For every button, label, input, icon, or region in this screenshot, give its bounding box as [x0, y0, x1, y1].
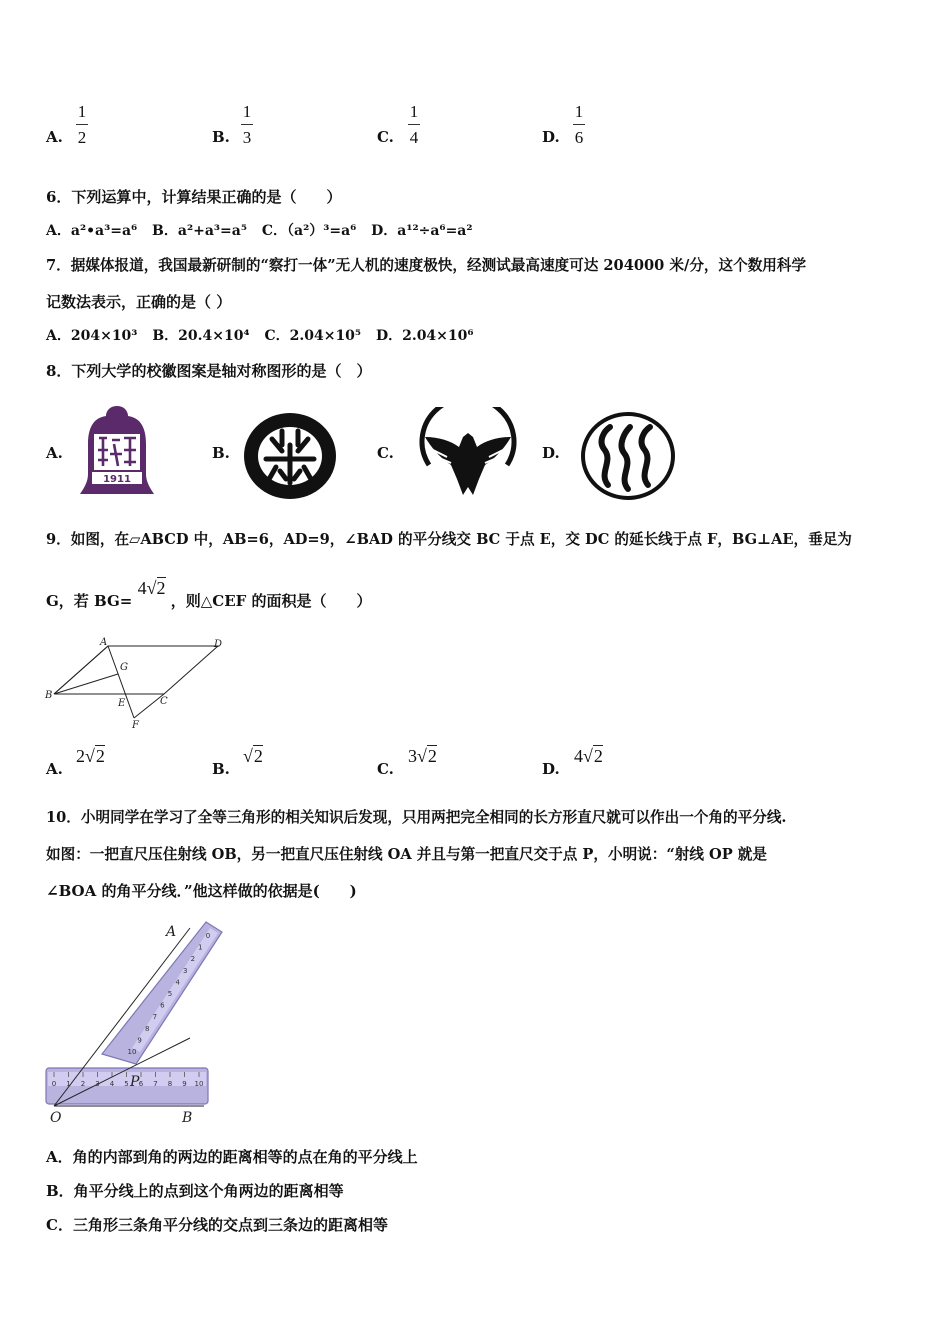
radical-coefficient: 2: [76, 746, 85, 766]
peking-emblem: [244, 413, 336, 499]
q5-option-b-fraction: [241, 102, 253, 147]
q8-option-a-label: A.: [46, 444, 63, 462]
label-e: E: [118, 698, 126, 709]
q9-stem-pre: G，若 BG=: [46, 592, 133, 610]
ruler-tick-label: 2: [190, 955, 196, 964]
q6-option-b-text: a²+a³=a⁵: [177, 223, 247, 239]
ruler-tick-label: 7: [152, 1013, 158, 1022]
denominator: 6: [574, 128, 584, 147]
q9-option-a-label: A.: [46, 760, 63, 778]
q6-option-c-text: （a²）³=a⁶: [287, 223, 357, 239]
q9-stem-post: ，则△CEF 的面积是（ ）: [170, 592, 372, 610]
q5-option-d-fraction: [573, 102, 585, 147]
q7-stem-line2: 记数法表示，正确的是（ ）: [46, 293, 232, 311]
label-d: D: [214, 639, 223, 650]
ruler-tick-label: 1: [66, 1080, 71, 1088]
q5-option-c-fraction: [408, 102, 420, 147]
q10-option-a: A．角的内部到角的两边的距离相等的点在角的平分线上: [46, 1148, 418, 1166]
label-a: A: [100, 637, 108, 648]
q5-option-d-label: D.: [542, 128, 560, 146]
label-o: O: [50, 1110, 62, 1126]
q9-option-c-value: 3√2: [408, 746, 437, 766]
q8-badge-a-bell: [76, 404, 158, 500]
q8-badge-b-peking: [242, 411, 338, 501]
q10-option-b: B．角平分线上的点到这个角两边的距离相等: [46, 1182, 344, 1200]
ruler-tick-label: 0: [205, 932, 211, 940]
label-c: C: [160, 696, 168, 707]
ruler-tick-label: 8: [144, 1024, 150, 1033]
q8-stem: 8．下列大学的校徽图案是轴对称图形的是（ ）: [46, 362, 372, 380]
ruler-tick-label: 3: [182, 966, 188, 975]
q8-option-c-label: C.: [377, 444, 394, 462]
label-f: F: [132, 720, 139, 731]
bell-emblem: [80, 406, 154, 494]
q5-option-a-fraction: [76, 102, 88, 147]
q9-option-c-label: C.: [377, 760, 394, 778]
q6-option-d-text: a¹²÷a⁶=a²: [397, 223, 473, 239]
radical-coefficient: 4: [574, 746, 583, 766]
q8-option-d-label: D.: [542, 444, 560, 462]
radicand: 2: [253, 746, 263, 766]
q10-stem-line3: ∠BOA 的角平分线．”他这样做的依据是( ): [46, 882, 357, 900]
denominator: 2: [77, 128, 87, 147]
q6-option-b-label: B．: [152, 223, 178, 239]
ruler-tick-label: 10: [194, 1080, 204, 1088]
ruler-tick-label: 1: [198, 943, 203, 952]
label-a: A: [166, 924, 177, 940]
wave-emblem: [583, 414, 673, 498]
line-ab: [54, 646, 108, 694]
label-p: P: [130, 1074, 140, 1090]
q7-option-c: C．2.04×10⁵: [264, 328, 362, 344]
ruler-tick-label: 9: [182, 1080, 187, 1088]
q10-stem-line1: 10．小明同学在学习了全等三角形的相关知识后发现，只用两把完全相同的长方形直尺就可以作出一个角的平分线.: [46, 809, 787, 826]
q10-rulers-figure: [40, 914, 230, 1130]
q5-option-b-label: B.: [212, 128, 230, 146]
label-g: G: [120, 662, 128, 673]
ruler-tick-label: 7: [153, 1080, 158, 1088]
q9-option-b-label: B.: [212, 760, 230, 778]
ruler-tick-label: 4: [175, 978, 180, 987]
denominator: 4: [409, 128, 419, 147]
q6-option-d-label: D．: [371, 223, 398, 239]
q8-option-b-label: B.: [212, 444, 230, 462]
numerator: 1: [77, 102, 87, 121]
q9-option-d-label: D.: [542, 760, 560, 778]
q10-stem-line2: 如图：一把直尺压住射线 OB，另一把直尺压住射线 OA 并且与第一把直尺交于点 P，小明说：“射线 OP 就是: [46, 846, 767, 863]
numerator: 1: [409, 102, 419, 121]
ruler-oa: [102, 922, 222, 1064]
line-bg: [54, 674, 118, 694]
ruler-tick-label: 5: [124, 1080, 129, 1088]
ruler-tick-label: 4: [109, 1080, 115, 1088]
q9-bg-value: 4√2: [137, 578, 166, 598]
q6-stem: 6．下列运算中，计算结果正确的是（ ）: [46, 188, 342, 206]
label-b: B: [182, 1110, 193, 1126]
q6-option-a-text: a²•a³=a⁶: [70, 223, 138, 239]
q7-option-d: D．2.04×10⁶: [375, 328, 474, 344]
ruler-tick-label: 2: [80, 1080, 86, 1088]
ruler-tick-label: 6: [160, 1001, 165, 1010]
ruler-tick-label: 9: [137, 1036, 142, 1045]
q9-parallelogram-figure: [40, 636, 230, 732]
radical-coefficient: 3: [408, 746, 417, 766]
q6-options: [46, 220, 473, 240]
q7-stem-line1: 7．据媒体报道，我国最新研制的“察打一体”无人机的速度极快，经测试最高速度可达 204000 米/分，这个数用科学: [46, 257, 807, 274]
denominator: 3: [242, 128, 252, 147]
ruler-tick-label: 3: [95, 1080, 100, 1088]
radicand: 2: [427, 746, 437, 766]
q6-option-a-label: A．: [46, 223, 71, 239]
radicand: 2: [593, 746, 603, 766]
ruler-tick-label: 0: [51, 1080, 57, 1088]
q9-option-b-value: √2: [243, 746, 263, 766]
ruler-tick-label: 6: [138, 1080, 144, 1088]
q7-option-b: B．20.4×10⁴: [152, 328, 250, 344]
q9-option-a-value: 2√2: [76, 746, 105, 766]
q7-option-a: A．204×10³: [46, 328, 138, 344]
q7-options: [46, 325, 474, 345]
badge-year-text: 1911: [103, 474, 131, 485]
bird-emblem: [422, 407, 514, 495]
ruler-tick-label: 8: [167, 1080, 173, 1088]
ruler-tick-label: 5: [167, 990, 173, 998]
q8-badge-d-waves: [580, 411, 676, 501]
numerator: 1: [242, 102, 252, 121]
q5-option-a-label: A.: [46, 128, 63, 146]
radical-coefficient: 4: [137, 578, 147, 598]
q10-option-c: C．三角形三条角平分线的交点到三条边的距离相等: [46, 1216, 388, 1234]
label-b: B: [45, 690, 53, 701]
numerator: 1: [574, 102, 584, 121]
q9-stem-line2: [46, 578, 372, 611]
q6-option-c-label: C．: [261, 223, 287, 239]
ruler-tick-label: 10: [127, 1048, 137, 1056]
radicand: 2: [156, 578, 166, 598]
q5-option-c-label: C.: [377, 128, 394, 146]
q8-badge-c-bird: [417, 407, 519, 499]
q9-option-d-value: 4√2: [574, 746, 603, 766]
radicand: 2: [95, 746, 105, 766]
q9-stem-line1: 9．如图，在▱ABCD 中，AB=6，AD=9，∠BAD 的平分线交 BC 于点 E，交 DC 的延长线于点 F，BG⊥AE，垂足为: [46, 531, 852, 548]
